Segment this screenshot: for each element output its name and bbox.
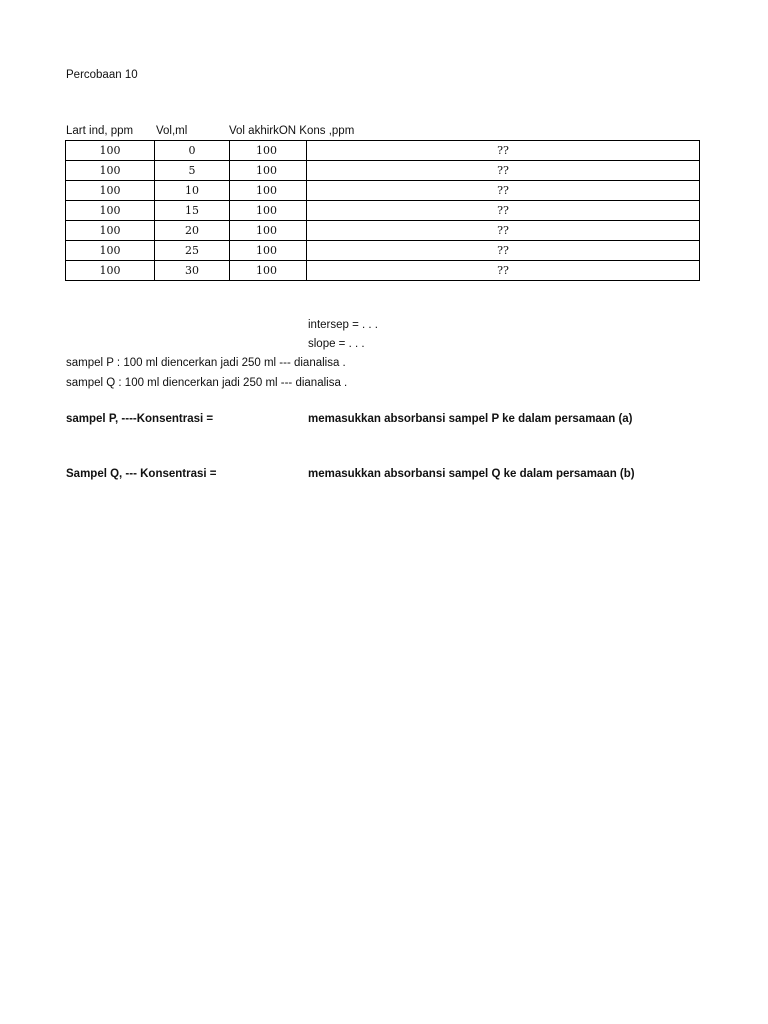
column-header-vol: Vol,ml xyxy=(156,125,188,137)
table-cell: 100 xyxy=(230,241,307,261)
table-cell: 25 xyxy=(155,241,230,261)
table-cell: ?? xyxy=(307,141,700,161)
table-cell: 20 xyxy=(155,221,230,241)
table-cell: 100 xyxy=(230,161,307,181)
intersep-line: intersep = . . . xyxy=(308,319,378,331)
table-cell: 15 xyxy=(155,201,230,221)
page-title: Percobaan 10 xyxy=(66,69,138,81)
table-row xyxy=(66,241,700,261)
slope-line: slope = . . . xyxy=(308,338,365,350)
table-cell: 100 xyxy=(66,201,155,221)
sample-q-dilution: sampel Q : 100 ml diencerkan jadi 250 ml --- dianalisa . xyxy=(66,377,348,389)
column-header-lart-ind: Lart ind, ppm xyxy=(66,125,134,137)
table-cell: 100 xyxy=(230,141,307,161)
table-cell: ?? xyxy=(307,221,700,241)
table-row xyxy=(66,161,700,181)
sample-q-concentration-label: Sampel Q, --- Konsentrasi = xyxy=(66,468,217,480)
column-header-vol-akhir-kons: Vol akhirkON Kons ,ppm xyxy=(229,125,355,137)
table-cell: 100 xyxy=(66,221,155,241)
table-cell: 10 xyxy=(155,181,230,201)
table-cell: 5 xyxy=(155,161,230,181)
sample-q-concentration-desc: memasukkan absorbansi sampel Q ke dalam persamaan (b) xyxy=(308,468,635,480)
sample-p-concentration-desc: memasukkan absorbansi sampel P ke dalam persamaan (a) xyxy=(308,413,633,425)
sample-p-dilution: sampel P : 100 ml diencerkan jadi 250 ml --- dianalisa . xyxy=(66,357,346,369)
table-cell: 100 xyxy=(66,241,155,261)
table-cell: ?? xyxy=(307,161,700,181)
table-cell: 100 xyxy=(230,181,307,201)
table-cell: 100 xyxy=(66,141,155,161)
sample-p-concentration-label: sampel P, ----Konsentrasi = xyxy=(66,413,214,425)
table-cell: 100 xyxy=(230,221,307,241)
table-row xyxy=(66,261,700,281)
table-cell: 100 xyxy=(66,181,155,201)
table-cell: 0 xyxy=(155,141,230,161)
table-cell: ?? xyxy=(307,261,700,281)
table-row xyxy=(66,141,700,161)
table-cell: 100 xyxy=(66,261,155,281)
table-cell: 30 xyxy=(155,261,230,281)
table-row xyxy=(66,221,700,241)
table-cell: 100 xyxy=(230,261,307,281)
table-cell: ?? xyxy=(307,241,700,261)
table-row xyxy=(66,181,700,201)
table-row xyxy=(66,201,700,221)
table-cell: ?? xyxy=(307,201,700,221)
data-table xyxy=(65,140,700,281)
table-cell: 100 xyxy=(230,201,307,221)
table-cell: 100 xyxy=(66,161,155,181)
table-cell: ?? xyxy=(307,181,700,201)
